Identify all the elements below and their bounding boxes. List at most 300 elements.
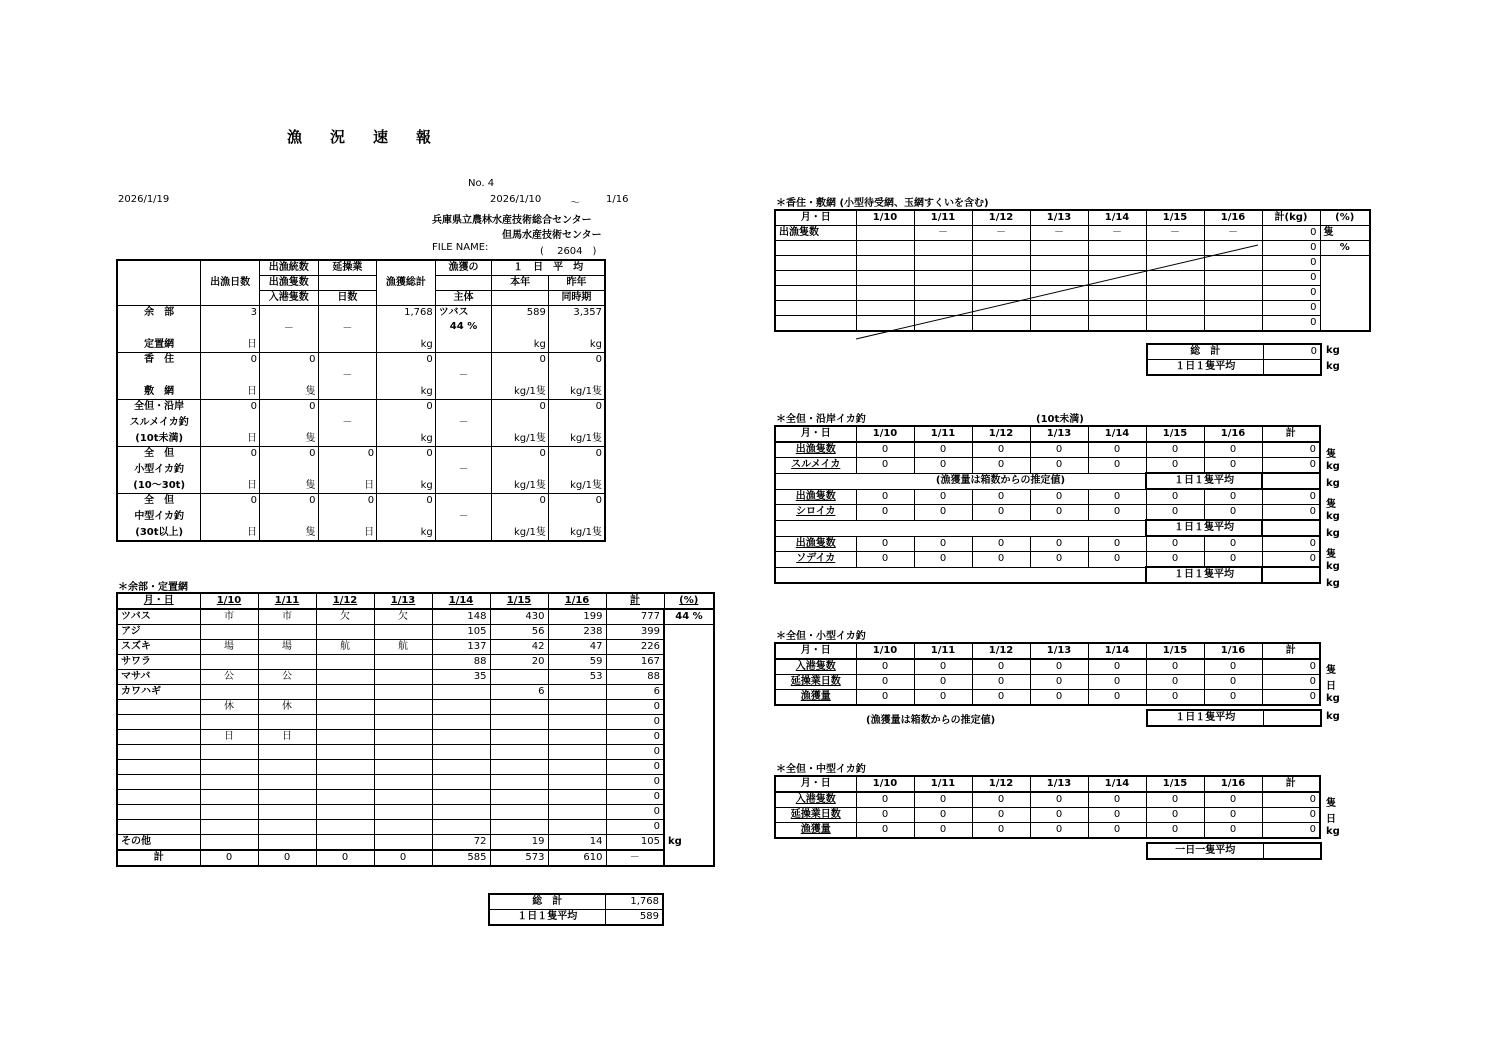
row-label-content	[120, 400, 198, 446]
table-cell: 14	[548, 835, 606, 851]
unit: kg	[1326, 711, 1340, 722]
days-cell	[201, 306, 260, 353]
column-header: 計	[1262, 643, 1320, 659]
header-days: 出漁日数	[201, 260, 260, 306]
avg-cell-content	[494, 400, 546, 446]
table-cell: －	[1204, 226, 1262, 241]
table-cell: 0	[972, 489, 1030, 505]
table-cell: 0	[1204, 808, 1262, 823]
avg-cell-content	[494, 494, 546, 540]
table-cell	[316, 820, 374, 835]
table-cell: 0	[606, 715, 664, 730]
table-cell: 公	[200, 670, 258, 685]
table-cell: 出漁隻数	[775, 226, 856, 241]
table-cell: 0	[972, 808, 1030, 823]
column-header: 1/11	[258, 593, 316, 609]
op-cell-unit: 日	[364, 527, 375, 538]
table-cell: 0	[1146, 675, 1204, 690]
table-cell	[374, 775, 432, 790]
table-cell: 0	[914, 552, 972, 568]
table-cell: 0	[606, 820, 664, 835]
table-cell	[316, 775, 374, 790]
period-end: 1/16	[606, 194, 629, 205]
table-cell	[775, 241, 856, 256]
column-header: 1/11	[914, 210, 972, 226]
table-cell	[200, 835, 258, 851]
column-header: 1/11	[914, 643, 972, 659]
amarube-row	[117, 730, 714, 745]
sub-organization-name: 但馬水産技術センター	[502, 230, 602, 241]
table-cell: 0	[914, 808, 972, 823]
boats-cell-value: 0	[309, 354, 316, 365]
table-cell: 199	[548, 609, 606, 625]
avg-cell	[492, 306, 549, 353]
blank-cell	[775, 473, 856, 489]
table-cell	[548, 745, 606, 760]
table-cell: 0	[972, 675, 1030, 690]
row-label: 漁獲量	[775, 690, 856, 706]
column-header: 1/11	[914, 426, 972, 442]
table-cell: 573	[490, 850, 548, 866]
total-cell-unit: kg	[420, 480, 433, 491]
table-cell: 0	[1146, 489, 1204, 505]
row-label-line: スルメイカ釣	[129, 417, 189, 428]
row-label-line: 敷 網	[144, 386, 175, 397]
summary-row	[117, 447, 605, 494]
table-cell	[316, 700, 374, 715]
average-value	[1262, 520, 1320, 536]
prev-cell-unit: kg/1隻	[570, 480, 602, 491]
table-cell: 0	[856, 659, 914, 675]
prev-cell-content	[551, 447, 602, 493]
header-op-2	[318, 276, 377, 291]
estimate-note	[856, 520, 1146, 536]
column-header: 1/12	[972, 643, 1030, 659]
average-value	[1262, 567, 1320, 583]
blank-cell	[775, 567, 856, 583]
table-cell: 0	[1204, 659, 1262, 675]
amarube-row	[117, 655, 714, 670]
table-cell: 105	[432, 625, 490, 640]
table-cell: 0	[606, 775, 664, 790]
boats-cell-value: 0	[309, 448, 316, 459]
table-cell	[664, 685, 714, 700]
boats-cell-unit: 隻	[305, 527, 316, 538]
table-cell: 0	[1262, 271, 1320, 286]
table-cell: 0	[1262, 505, 1320, 521]
table-cell: 日	[258, 730, 316, 745]
main-percent: 44 %	[449, 321, 478, 332]
coastal-section-title: ＊全但・沿岸イカ釣	[776, 414, 866, 425]
title-char: 速	[373, 128, 390, 146]
amarube-row	[117, 640, 714, 655]
column-header: (%)	[664, 593, 714, 609]
unit: kg	[1326, 826, 1340, 837]
table-body	[775, 426, 1320, 583]
table-cell: 47	[548, 640, 606, 655]
table-cell	[258, 820, 316, 835]
table-cell: 0	[1262, 458, 1320, 474]
prev-cell	[548, 494, 605, 542]
table-cell	[548, 790, 606, 805]
file-name-label: FILE NAME:	[432, 242, 489, 253]
row-label: 出漁隻数	[775, 489, 856, 505]
table-cell: 777	[606, 609, 664, 625]
table-cell	[1320, 286, 1370, 301]
diagonal-line	[854, 242, 1260, 342]
avg-cell-value: 0	[539, 354, 546, 365]
op-cell-content	[321, 494, 375, 540]
column-header: 1/10	[856, 776, 914, 792]
table-cell: 0	[856, 489, 914, 505]
table-cell	[374, 625, 432, 640]
table-cell	[432, 715, 490, 730]
average-value: 589	[605, 910, 663, 926]
average-label: １日１隻平均	[1147, 710, 1263, 726]
total-cell	[377, 494, 436, 542]
amarube-table	[116, 592, 715, 867]
table-cell	[775, 286, 856, 301]
table-cell: 0	[972, 505, 1030, 521]
table-cell: 0	[258, 850, 316, 866]
table-cell	[200, 760, 258, 775]
table-cell: 0	[1030, 675, 1088, 690]
table-cell: －	[914, 226, 972, 241]
summary-header-blank	[117, 260, 201, 306]
table-cell	[316, 835, 374, 851]
days-cell-unit: 日	[246, 433, 257, 444]
prev-cell-unit: kg/1隻	[570, 527, 602, 538]
table-cell: 0	[1146, 823, 1204, 839]
average-row	[1147, 360, 1321, 376]
table-cell: 105	[606, 835, 664, 851]
days-cell-unit: 日	[246, 480, 257, 491]
table-cell	[374, 655, 432, 670]
header-boats-1: 出漁統数	[259, 260, 318, 276]
table-cell: kg	[668, 836, 682, 848]
total-cell-unit: kg	[420, 433, 433, 444]
column-header: 1/16	[548, 593, 606, 609]
column-header: 月・日	[775, 643, 856, 659]
title-char: 漁	[287, 128, 304, 146]
table-cell: 0	[856, 808, 914, 823]
table-cell: 0	[606, 790, 664, 805]
total-cell-unit: kg	[420, 386, 433, 397]
days-cell-content	[203, 306, 257, 352]
table-cell: 0	[856, 823, 914, 839]
days-cell-unit: 日	[246, 386, 257, 397]
days-cell	[201, 400, 260, 447]
table-cell: 0	[1204, 552, 1262, 568]
table-cell: 0	[1204, 489, 1262, 505]
table-cell: ツバス	[117, 609, 200, 625]
table-cell: 0	[1204, 823, 1262, 839]
summary-row	[117, 353, 605, 400]
table-cell: 0	[1262, 690, 1320, 706]
amarube-row	[117, 609, 714, 625]
unit: 隻	[1326, 449, 1336, 460]
file-name-value: ( 2604 )	[540, 246, 597, 257]
unit: kg	[1326, 528, 1340, 539]
unit: kg	[1326, 511, 1340, 522]
average-row	[775, 473, 1320, 489]
column-header: 1/15	[1146, 426, 1204, 442]
header-row	[775, 643, 1320, 659]
table-cell: 0	[1146, 505, 1204, 521]
boats-cell-content	[262, 353, 316, 399]
table-cell: 0	[374, 850, 432, 866]
column-header: 1/10	[200, 593, 258, 609]
small-section-title: ＊全但・小型イカ釣	[776, 631, 866, 642]
average-row	[1147, 843, 1321, 859]
table-cell: 0	[1146, 442, 1204, 458]
table-cell: 148	[432, 609, 490, 625]
table-cell: 0	[972, 552, 1030, 568]
table-cell	[316, 805, 374, 820]
prev-cell-value: 0	[595, 354, 602, 365]
prev-cell-content	[551, 353, 602, 399]
data-row	[775, 823, 1320, 839]
table-cell: 72	[432, 835, 490, 851]
table-cell: 0	[914, 442, 972, 458]
row-label-content	[120, 494, 198, 540]
average-row	[775, 520, 1320, 536]
amarube-row	[117, 745, 714, 760]
table-cell: 238	[548, 625, 606, 640]
table-cell: 0	[606, 805, 664, 820]
row-label-line: 中型イカ釣	[134, 511, 185, 522]
table-cell: －	[1088, 226, 1146, 241]
table-cell	[548, 700, 606, 715]
table-cell	[664, 775, 714, 790]
data-row	[775, 808, 1320, 823]
days-cell-content	[203, 353, 257, 399]
total-cell-content	[379, 494, 433, 540]
average-value	[1263, 360, 1321, 376]
catch-row	[775, 458, 1320, 474]
column-header: 1/15	[1146, 776, 1204, 792]
table-cell: 0	[856, 442, 914, 458]
table-cell	[374, 820, 432, 835]
main-cell	[435, 400, 492, 447]
header-boats-2: 出漁隻数	[259, 276, 318, 291]
table-cell	[374, 790, 432, 805]
op-cell-value: 0	[367, 448, 375, 459]
days-cell-value: 0	[250, 354, 257, 365]
table-cell	[548, 685, 606, 700]
table-cell	[548, 730, 606, 745]
header-this-year: 本年	[492, 276, 549, 291]
page-title	[287, 126, 467, 147]
prev-cell-value: 0	[595, 495, 602, 506]
total-cell-value: 0	[426, 401, 433, 412]
table-cell: 0	[972, 659, 1030, 675]
table-cell	[258, 805, 316, 820]
table-cell: 59	[548, 655, 606, 670]
table-body	[775, 643, 1320, 705]
row-label-line: 全 但	[144, 448, 175, 459]
table-cell	[200, 820, 258, 835]
total-cell-content	[379, 306, 433, 352]
total-cell	[377, 353, 436, 400]
column-header: 1/14	[1088, 776, 1146, 792]
table-cell: 航	[316, 640, 374, 655]
kasumi-section-title: ＊香住・敷網 (小型待受網、玉網すくいを含む)	[776, 198, 989, 209]
row-label-line: 定置網	[144, 339, 175, 350]
total-cell	[377, 400, 436, 447]
header-last-year-1: 昨年	[548, 276, 605, 291]
table-cell: 0	[1262, 489, 1320, 505]
catch-row	[775, 505, 1320, 521]
table-cell	[374, 835, 432, 851]
table-cell: 0	[1030, 823, 1088, 839]
table-cell: 0	[1262, 675, 1320, 690]
table-cell	[432, 760, 490, 775]
table-cell	[432, 820, 490, 835]
table-cell	[374, 760, 432, 775]
average-row	[489, 910, 663, 926]
unit: kg	[1326, 693, 1340, 704]
amarube-row	[117, 760, 714, 775]
row-label: スルメイカ	[775, 458, 856, 474]
table-cell: 0	[1262, 316, 1320, 332]
table-cell: 610	[548, 850, 606, 866]
table-cell: 0	[972, 442, 1030, 458]
table-cell	[432, 775, 490, 790]
table-cell	[258, 685, 316, 700]
column-header: 1/12	[972, 426, 1030, 442]
op-cell	[318, 447, 377, 494]
table-cell: 0	[856, 675, 914, 690]
table-cell: 0	[914, 659, 972, 675]
table-cell: 0	[914, 536, 972, 552]
days-cell-value: 0	[250, 495, 257, 506]
boats-row	[775, 489, 1320, 505]
boats-cell	[259, 353, 318, 400]
total-value: 0	[1263, 344, 1321, 360]
table-cell	[316, 625, 374, 640]
table-cell	[664, 670, 714, 685]
avg-cell-unit: kg/1隻	[514, 480, 546, 491]
table-cell: 0	[1088, 690, 1146, 706]
table-cell: 0	[972, 458, 1030, 474]
table-cell: 0	[1030, 690, 1088, 706]
average-label: １日１隻平均	[1146, 520, 1262, 536]
table-cell	[316, 760, 374, 775]
boats-cell-unit: 隻	[305, 480, 316, 491]
table-cell	[316, 730, 374, 745]
table-cell	[258, 835, 316, 851]
row-label-line: 全但・沿岸	[134, 401, 185, 412]
table-cell	[490, 715, 548, 730]
header-op-3: 日数	[318, 291, 377, 306]
table-cell	[117, 820, 200, 835]
table-cell: 0	[1088, 808, 1146, 823]
table-cell: 0	[914, 489, 972, 505]
table-cell: 0	[856, 458, 914, 474]
table-cell: その他	[117, 835, 200, 851]
table-cell: 0	[200, 850, 258, 866]
column-header: 1/13	[1030, 776, 1088, 792]
table-cell: 0	[1030, 489, 1088, 505]
prev-cell	[548, 447, 605, 494]
table-cell: 0	[1262, 536, 1320, 552]
unit: kg	[1326, 345, 1340, 356]
small-table	[774, 642, 1321, 706]
table-cell: 0	[972, 536, 1030, 552]
unit: kg	[1326, 478, 1340, 489]
average-label: １日１隻平均	[1147, 360, 1263, 376]
table-cell: 56	[490, 625, 548, 640]
table-cell: 0	[1262, 659, 1320, 675]
prev-cell-unit: kg	[589, 339, 602, 350]
table-cell: －	[972, 226, 1030, 241]
column-header: 1/14	[1088, 643, 1146, 659]
amarube-row	[117, 625, 714, 640]
period-start: 2026/1/10	[490, 194, 542, 205]
total-cell	[377, 447, 436, 494]
column-header: 1/13	[1030, 643, 1088, 659]
column-header: (%)	[1320, 210, 1370, 226]
header-total: 漁獲総計	[377, 260, 436, 306]
table-cell	[258, 760, 316, 775]
prev-cell-value: 0	[595, 448, 602, 459]
table-cell	[117, 775, 200, 790]
table-cell: 0	[1030, 659, 1088, 675]
table-cell	[432, 805, 490, 820]
table-cell	[258, 715, 316, 730]
table-cell: 226	[606, 640, 664, 655]
column-header: 1/12	[972, 210, 1030, 226]
period-separator: ～	[570, 198, 580, 209]
average-table	[1146, 709, 1322, 727]
amarube-section-title: ＊余部・定置網	[118, 582, 188, 593]
row-label: 出漁隻数	[775, 536, 856, 552]
row-label: 出漁隻数	[775, 442, 856, 458]
table-cell	[664, 655, 714, 670]
table-cell	[1320, 316, 1370, 332]
table-cell	[490, 760, 548, 775]
table-cell: 休	[258, 700, 316, 715]
row-label-line: (10～30t)	[133, 480, 186, 491]
table-cell	[664, 700, 714, 715]
table-cell	[117, 745, 200, 760]
table-cell	[490, 730, 548, 745]
table-body	[775, 776, 1320, 838]
header-last-year-2: 同時期	[548, 291, 605, 306]
op-cell-unit: 日	[364, 480, 375, 491]
table-cell	[117, 730, 200, 745]
estimate-note: (漁獲量は箱数からの推定値)	[935, 475, 1066, 486]
column-header: 計	[1262, 776, 1320, 792]
table-cell: 0	[1030, 808, 1088, 823]
boats-cell	[259, 447, 318, 494]
row-label: 入港隻数	[775, 792, 856, 808]
table-cell: 0	[1204, 458, 1262, 474]
table-cell: 0	[1262, 241, 1320, 256]
average-value	[1263, 843, 1321, 859]
row-label-content	[120, 306, 198, 352]
table-cell: 0	[606, 760, 664, 775]
table-cell: －	[606, 850, 664, 866]
table-cell	[316, 685, 374, 700]
table-cell: 0	[1262, 256, 1320, 271]
main-value: ツバス	[438, 307, 469, 318]
table-cell	[432, 790, 490, 805]
avg-cell-content	[494, 353, 546, 399]
summary-row	[117, 400, 605, 447]
unit: 日	[1326, 814, 1336, 825]
